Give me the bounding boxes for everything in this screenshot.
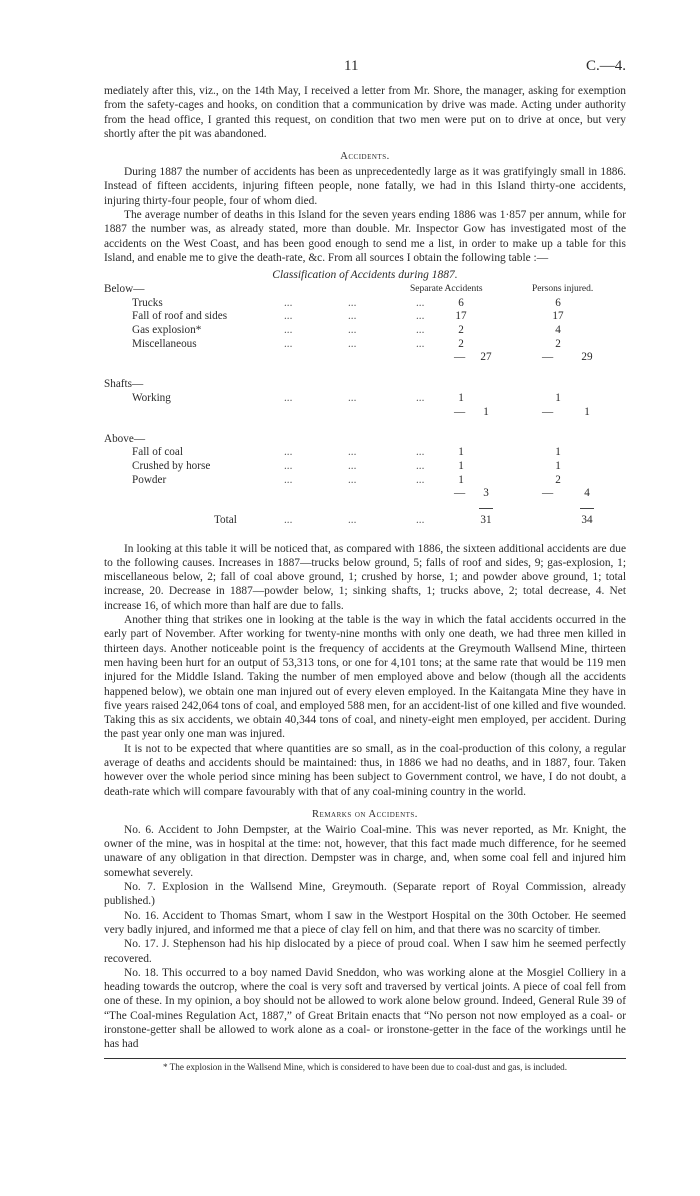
total-rule <box>580 508 594 509</box>
remark-no-17: No. 17. J. Stephenson had his hip dislocated by a piece of proud coal. When I saw him he seemed perfectly recovered. <box>104 938 626 965</box>
separate-accidents-value: 1 <box>458 446 464 459</box>
page-header <box>104 58 626 84</box>
remark-no-16: No. 16. Accident to Thomas Smart, whom I saw in the Westport Hospital on the 30th October. He seemed very badly injured, and informed me that a piece of clay fell on him, and that there was no scarcity of timber. <box>104 909 626 936</box>
table-row <box>104 310 626 324</box>
table-spacer <box>104 365 626 379</box>
subtotal-dash: — <box>542 351 554 364</box>
persons-injured-value: 17 <box>552 310 564 323</box>
leader-dots: ... <box>416 473 425 486</box>
separate-accidents-value: 2 <box>458 324 464 337</box>
total-rule <box>479 508 493 509</box>
table-row-label: Fall of coal <box>132 446 183 459</box>
persons-injured-value: 1 <box>555 446 561 459</box>
subtotal-dash: — <box>454 487 466 500</box>
table-row-label: Gas explosion* <box>132 324 202 337</box>
leader-dots: ... <box>348 296 357 309</box>
leader-dots: ... <box>284 473 293 486</box>
table-row <box>104 474 626 488</box>
table-row-label: Fall of roof and sides <box>132 310 228 323</box>
leader-dots: ... <box>416 296 425 309</box>
table-subtotal-row <box>104 406 626 420</box>
separate-accidents-subtotal: 1 <box>483 405 489 418</box>
table-subtotal-row <box>104 487 626 501</box>
paragraph-table-1: In looking at this table it will be noticed that, as compared with 1886, the sixteen additional accidents are due to the following causes. Increases in 1887—trucks below ground, 5; falls of roof and sides, 9; gas-explosion, 1; miscellaneous below, 2; fall of coal above ground, 1; crushed by horse, 1; and powder above ground, 1; total increase, 20. Decrease in 1887—powder below, 1; sinking shafts, 1; trucks above, 2; total decrease, 4. Net increase 16, of which more than half are due to falls. <box>104 542 626 612</box>
remark-no-18: No. 18. This occurred to a boy named David Sneddon, who was working alone at the Mosgiel Colliery in a heading towards the outcrop, where the coal is very soft and traversed by vertical joints. A piece of coal fell from one of these. In my opinion, a boy should not be allowed to work alone below ground. Indeed, General Rule 39 of “The Coal-mines Regulation Act, 1887,” of Great Britain enacts that “No person not now employed as a coal- or ironstone-getter shall be allowed to work alone as a coal- or ironstone-getter in the face of the workings until he has had <box>104 966 626 1051</box>
column-header-separate-accidents: Separate Accidents <box>410 284 483 295</box>
separate-accidents-value: 2 <box>458 337 464 350</box>
leader-dots: ... <box>284 296 293 309</box>
accidents-table <box>104 283 626 541</box>
total-label: Total <box>214 514 237 527</box>
subtotal-dash: — <box>542 487 554 500</box>
table-total-row <box>104 514 626 528</box>
leader-dots: ... <box>348 324 357 337</box>
leader-dots: ... <box>416 337 425 350</box>
leader-dots: ... <box>284 392 293 405</box>
table-total-rule <box>104 501 626 515</box>
table-row <box>104 297 626 311</box>
paragraph-table-3: It is not to be expected that where quantities are so small, as in the coal-production of this colony, a regular average of deaths and accidents should be maintained: thus, in 1886 we had no deaths, and in 1887, four. Taken however over the whole period since mining has been subject to Government control, we have, I do not doubt, a death-rate which will compare favourably with that of any coal-mining country in the world. <box>104 742 626 798</box>
table-row-label: Crushed by horse <box>132 459 211 472</box>
table-group-label: Above— <box>104 432 146 445</box>
leader-dots: ... <box>284 337 293 350</box>
separate-accidents-subtotal: 3 <box>483 487 489 500</box>
leader-dots: ... <box>348 514 357 527</box>
table-spacer <box>104 528 626 542</box>
leader-dots: ... <box>284 310 293 323</box>
heading-accidents: Accidents. <box>340 151 390 163</box>
separate-accidents-total: 31 <box>480 514 492 527</box>
table-row <box>104 324 626 338</box>
subtotal-dash: — <box>542 405 554 418</box>
leader-dots: ... <box>284 459 293 472</box>
heading-remarks: Remarks on Accidents. <box>312 808 418 820</box>
persons-injured-value: 1 <box>555 392 561 405</box>
column-header-persons-injured: Persons injured. <box>532 284 594 295</box>
leader-dots: ... <box>416 459 425 472</box>
paragraph-accidents-1: During 1887 the number of accidents has been as unprecedentedly large as it was gratifyingly small in 1886. Instead of fifteen accidents, injuring fifteen people, none fatally, we had in this Island thirty-one accidents, injuring thirty-four people, four of whom died. <box>104 166 626 207</box>
persons-injured-value: 4 <box>555 324 561 337</box>
leader-dots: ... <box>416 310 425 323</box>
separate-accidents-value: 1 <box>458 459 464 472</box>
leader-dots: ... <box>416 514 425 527</box>
paragraph-intro: mediately after this, viz., on the 14th May, I received a letter from Mr. Shore, the manager, asking for exemption from the safety-cages and hooks, on condition that a communication by drive was made. Acting under authority from the head office, I granted this request, on condition that two men were put on to drive at once, but very shortly after the pit was abandoned. <box>104 85 626 140</box>
separate-accidents-value: 6 <box>458 296 464 309</box>
table-row-label: Working <box>132 392 171 405</box>
leader-dots: ... <box>284 324 293 337</box>
table-subtotal-row <box>104 351 626 365</box>
table-row <box>104 460 626 474</box>
leader-dots: ... <box>416 324 425 337</box>
footnote-rule <box>104 1058 626 1059</box>
persons-injured-value: 1 <box>555 459 561 472</box>
leader-dots: ... <box>416 446 425 459</box>
leader-dots: ... <box>284 446 293 459</box>
footnote: * The explosion in the Wallsend Mine, which is considered to have been due to coal-dust and gas, is included. <box>162 1061 568 1072</box>
table-spacer <box>104 419 626 433</box>
persons-injured-subtotal: 29 <box>581 351 593 364</box>
persons-injured-value: 6 <box>555 296 561 309</box>
paragraph-table-2: Another thing that strikes one in looking at the table is the way in which the fatal accidents occurred in the early part of November. After working for twenty-nine months with only one death, we had three men killed in thirteen days. Another noticeable point is the frequency of accidents at the Greymouth Wallsend Mine, thirteen men having been hurt for an output of 53,313 tons, or one for 4,101 tons; at the same rate that would be 119 men injured for the Middle Island. Taking the number of men employed above and below (though all the accidents happened below), we obtain one man injured out of every eleven employed. In the Kaitangata Mine they have in five years raised 242,064 tons of coal, and employed 588 men, for an accident-list of one killed and five wounded. Taking this as six accidents, we obtain 40,344 tons of coal, and ninety-eight men employed, per accident. During the past year only one man was injured. <box>104 614 626 741</box>
persons-injured-value: 2 <box>555 473 561 486</box>
table-group-label: Below— <box>104 283 145 296</box>
leader-dots: ... <box>348 310 357 323</box>
remark-no-6: No. 6. Accident to John Dempster, at the Wairio Coal-mine. This was never reported, as Mr. Knight, the owner of the mine, was in hospital at the time: not, however, that this fact made much difference, for he seemed unaware of any obligation in that direction. Dempster was in charge, and, when some coal fell and injured him somewhat severely. <box>104 823 626 879</box>
persons-injured-subtotal: 4 <box>584 487 590 500</box>
leader-dots: ... <box>284 514 293 527</box>
persons-injured-total: 34 <box>581 514 593 527</box>
document-page <box>104 58 626 1072</box>
subtotal-dash: — <box>454 405 466 418</box>
leader-dots: ... <box>348 337 357 350</box>
table-group-row <box>104 283 626 297</box>
table-row <box>104 392 626 406</box>
persons-injured-value: 2 <box>555 337 561 350</box>
table-group-label: Shafts— <box>104 378 144 391</box>
leader-dots: ... <box>348 459 357 472</box>
leader-dots: ... <box>348 473 357 486</box>
subtotal-dash: — <box>454 351 466 364</box>
page-number: 11 <box>344 58 359 74</box>
table-caption: Classification of Accidents during 1887. <box>272 269 458 282</box>
leader-dots: ... <box>416 392 425 405</box>
table-row-label: Miscellaneous <box>132 337 197 350</box>
table-group-row <box>104 378 626 392</box>
paragraph-accidents-2: The average number of deaths in this Island for the seven years ending 1886 was 1·857 per annum, while for 1887 the number was, as already stated, more than double. Mr. Inspector Gow has investigated most of the accidents on the West Coast, and has been good enough to send me a list, in order to make up a table for this Island, and enable me to give the death-rate, &c. From all sources I obtain the following table :— <box>104 209 626 264</box>
table-row-label: Trucks <box>132 296 163 309</box>
leader-dots: ... <box>348 446 357 459</box>
series-number: C.—4. <box>585 58 626 74</box>
separate-accidents-value: 17 <box>455 310 467 323</box>
persons-injured-subtotal: 1 <box>584 405 590 418</box>
separate-accidents-value: 1 <box>458 392 464 405</box>
table-row <box>104 338 626 352</box>
leader-dots: ... <box>348 392 357 405</box>
separate-accidents-subtotal: 27 <box>480 351 492 364</box>
separate-accidents-value: 1 <box>458 473 464 486</box>
table-group-row <box>104 433 626 447</box>
table-row-label: Powder <box>132 473 167 486</box>
remark-no-7: No. 7. Explosion in the Wallsend Mine, Greymouth. (Separate report of Royal Commission, already published.) <box>104 881 626 908</box>
table-row <box>104 446 626 460</box>
